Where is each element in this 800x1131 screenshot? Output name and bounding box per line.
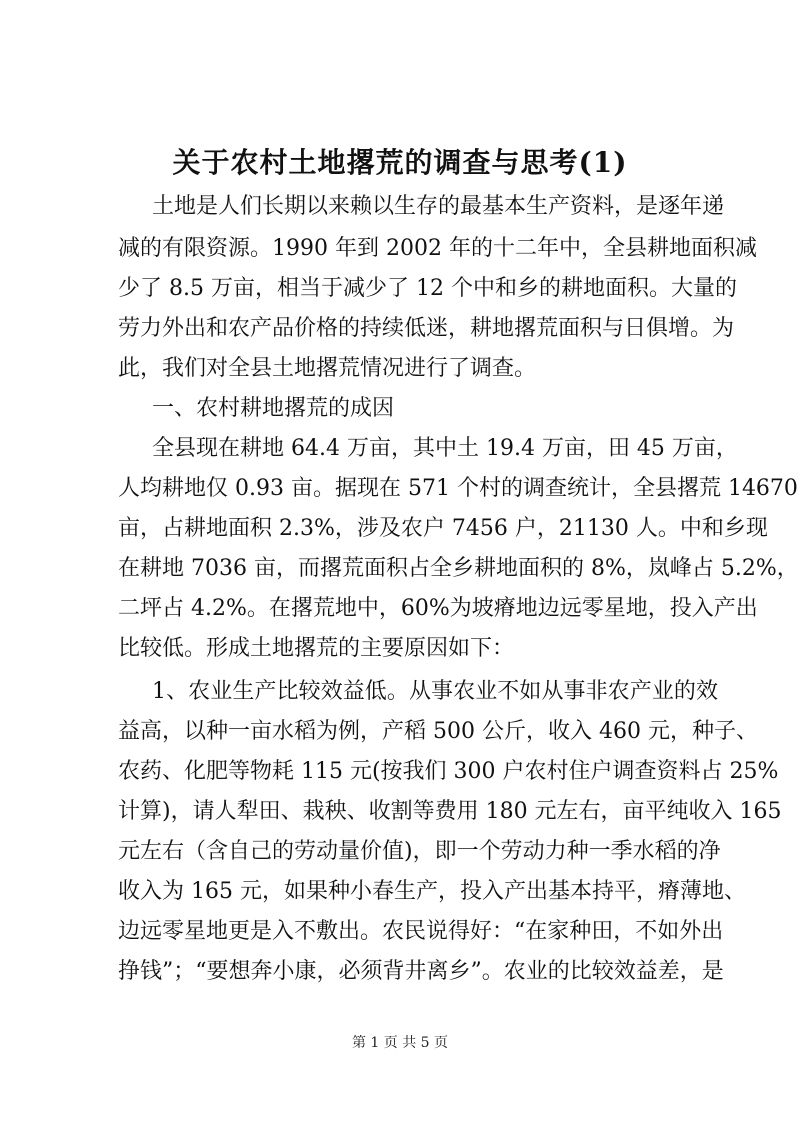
section-heading: 一、农村耕地撂荒的成因 xyxy=(152,396,395,421)
paragraph-line: 收入为 165 元，如果种小春生产，投入产出基本持平，瘠薄地、 xyxy=(118,879,746,904)
paragraph-line: 土地是人们长期以来赖以生存的最基本生产资料，是逐年递 xyxy=(152,194,725,219)
paragraph-line: 减的有限资源。1990 年到 2002 年的十二年中，全县耕地面积减 xyxy=(118,236,757,261)
paragraph-line: 少了 8.5 万亩，相当于减少了 12 个中和乡的耕地面积。大量的 xyxy=(118,276,737,301)
paragraph-line: 1、农业生产比较效益低。从事农业不如从事非农产业的效 xyxy=(152,679,718,704)
paragraph-line: 在耕地 7036 亩，而撂荒面积占全乡耕地面积的 8%，岚峰占 5.2%， xyxy=(118,556,799,581)
paragraph-line: 劳力外出和农产品价格的持续低迷，耕地撂荒面积与日俱增。为 xyxy=(118,316,735,341)
paragraph-line: 比较低。形成土地撂荒的主要原因如下： xyxy=(118,636,515,661)
paragraph-line: 农药、化肥等物耗 115 元(按我们 300 户农村住户调查资料占 25% xyxy=(118,759,779,784)
paragraph-line: 此，我们对全县土地撂荒情况进行了调查。 xyxy=(118,356,537,381)
paragraph-line: 二坪占 4.2%。在撂荒地中，60%为坡瘠地边远零星地，投入产出 xyxy=(118,596,758,621)
page-number-footer: 第 1 页 共 5 页 xyxy=(351,1035,449,1051)
document-title: 关于农村土地撂荒的调查与思考(1) xyxy=(172,146,628,179)
paragraph-line: 全县现在耕地 64.4 万亩，其中土 19.4 万亩，田 45 万亩， xyxy=(152,436,738,461)
paragraph-line: 挣钱”；“要想奔小康，必须背井离乡”。农业的比较效益差，是 xyxy=(118,959,724,984)
paragraph-line: 益高，以种一亩水稻为例，产稻 500 公斤，收入 460 元，种子、 xyxy=(118,719,758,744)
paragraph-line: 亩，占耕地面积 2.3%，涉及农户 7456 户，21130 人。中和乡现 xyxy=(118,516,768,541)
paragraph-line: 边远零星地更是入不敷出。农民说得好：“在家种田，不如外出 xyxy=(118,919,724,944)
paragraph-line: 元左右（含自己的劳动量价值)，即一个劳动力种一季水稻的净 xyxy=(118,839,721,864)
paragraph-line: 人均耕地仅 0.93 亩。据现在 571 个村的调查统计，全县撂荒 14670 xyxy=(118,476,798,501)
paragraph-line: 计算)，请人犁田、栽秧、收割等费用 180 元左右，亩平纯收入 165 xyxy=(118,799,782,824)
